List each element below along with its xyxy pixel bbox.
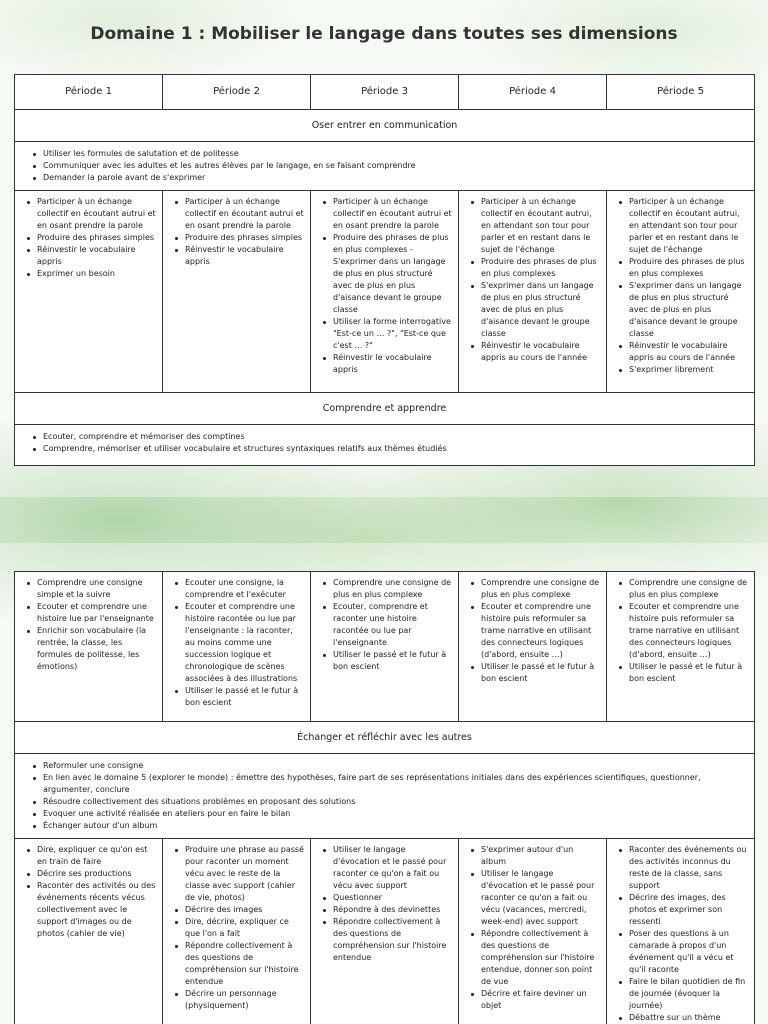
skill-item: Réinvestir le vocabulaire appris xyxy=(37,244,156,268)
skill-item: Comprendre une consigne simple et la suivre xyxy=(37,577,156,601)
skill-item: Ecouter et comprendre une histoire racontée ou lue par l'enseignante : la raconter, au moins comme une succession logique et chronologique de scènes associées à des illustrations xyxy=(185,601,304,685)
skill-item: Ecouter et comprendre une histoire puis reformuler sa trame narrative en utilisant des connecteurs logiques (d'abord, ensuite …) xyxy=(629,601,748,661)
skill-item: Ecouter, comprendre et raconter une histoire racontée ou lue par l'enseignante xyxy=(333,601,452,649)
period-cell xyxy=(163,191,311,393)
period-header: Période 3 xyxy=(311,75,459,110)
skill-list xyxy=(19,196,156,280)
document-page-2 xyxy=(0,543,768,1024)
page-title: Domaine 1 : Mobiliser le langage dans toutes ses dimensions xyxy=(90,24,678,44)
progression-table-part-2 xyxy=(14,571,755,1024)
period-cell xyxy=(311,191,459,393)
skill-item: Réinvestir le vocabulaire appris xyxy=(185,244,304,268)
common-row-echanger xyxy=(15,754,755,839)
period-cell xyxy=(459,191,607,393)
skill-item: Dire, décrire, expliquer ce que l'on a fait xyxy=(185,916,304,940)
skill-item: Réinvestir le vocabulaire appris xyxy=(333,352,452,376)
section-title: Oser entrer en communication xyxy=(15,110,755,142)
skill-item: Dire, expliquer ce qu'on est en train de faire xyxy=(37,844,156,868)
skill-list xyxy=(25,760,748,832)
skill-item: Produire des phrases de plus en plus complexes - S'exprimer dans un langage de plus en plus structuré avec de plus en plus d'aisance devant le groupe classe xyxy=(333,232,452,316)
skill-item: Comprendre une consigne de plus en plus complexe xyxy=(629,578,748,599)
section-row-echanger xyxy=(15,722,755,754)
section-title: Comprendre et apprendre xyxy=(15,393,755,425)
skill-item: Décrire ses productions xyxy=(37,868,156,880)
skill-item: Ecouter et comprendre une histoire puis reformuler sa trame narrative en utilisant des connecteurs logiques (d'abord, ensuite …) xyxy=(481,601,600,661)
skill-item: Débattre sur un thème xyxy=(629,1012,748,1024)
period-header: Période 4 xyxy=(459,75,607,110)
period-cell xyxy=(15,839,163,1024)
progression-table-part-1 xyxy=(14,74,755,466)
period-header: Période 5 xyxy=(607,75,755,110)
skill-item: Réinvestir le vocabulaire appris au cours de l'année xyxy=(481,340,600,364)
period-cell xyxy=(15,572,163,722)
common-skills-cell xyxy=(15,425,755,466)
skill-list xyxy=(19,844,156,940)
skill-item: Résoudre collectivement des situations problèmes en proposant des solutions xyxy=(43,796,748,808)
skill-item: Répondre collectivement à des questions de compréhension sur l'histoire entendue xyxy=(185,940,304,988)
skill-item: Poser des questions à un camarade à propos d'un événement qu'il a vécu et qu'il raconte xyxy=(629,928,748,976)
skill-item: Ecouter une consigne, la comprendre et l'exécuter xyxy=(185,577,304,601)
skill-list xyxy=(315,577,452,673)
skill-item: Faire le bilan quotidien de fin de journée (évoquer la journée) xyxy=(629,976,748,1012)
skill-item: Questionner xyxy=(333,892,452,904)
skill-item: Participer à un échange collectif en écoutant autrui et en osant prendre la parole xyxy=(333,197,452,230)
skill-item: Produire des phrases de plus en plus complexes xyxy=(629,256,748,280)
skill-item: Reformuler une consigne xyxy=(43,760,748,772)
skill-list xyxy=(611,196,748,376)
period-cell xyxy=(459,572,607,722)
skill-item: S'exprimer librement xyxy=(629,364,748,376)
skill-item: Utiliser le langage d'évocation et le passé pour raconter ce qu'on a fait ou vécu avec support xyxy=(333,844,452,892)
skill-list xyxy=(167,844,304,1012)
skill-item: Communiquer avec les adultes et les autres élèves par le langage, en se faisant comprendre xyxy=(43,160,748,172)
skill-item: Enrichir son vocabulaire (la rentrée, la classe, les formules de politesse, les émotions) xyxy=(37,625,156,673)
skill-list xyxy=(463,577,600,685)
skill-list xyxy=(25,148,748,184)
period-row-echanger xyxy=(15,839,755,1024)
skill-item: Répondre collectivement à des questions de compréhension sur l'histoire entendue xyxy=(333,916,452,964)
skill-item: Comprendre une consigne de plus en plus complexe xyxy=(333,578,452,599)
section-row-comprendre xyxy=(15,393,755,425)
skill-item: En lien avec le domaine 5 (explorer le monde) : émettre des hypothèses, faire part de ses représentations initiales dans des expériences scientifiques, questionner, argumenter, conclure xyxy=(43,772,748,796)
skill-item: Raconter des activités ou des événements récents vécus collectivement avec le support d'images ou de photos (cahier de vie) xyxy=(37,881,156,938)
skill-list xyxy=(463,196,600,364)
skill-item: Ecouter, comprendre et mémoriser des comptines xyxy=(43,431,748,443)
skill-item: Comprendre, mémoriser et utiliser vocabulaire et structures syntaxiques relatifs aux thèmes étudiés xyxy=(43,443,748,455)
period-cell xyxy=(311,572,459,722)
period-cell xyxy=(459,839,607,1024)
period-cell xyxy=(15,191,163,393)
skill-item: Participer à un échange collectif en écoutant autrui, en attendant son tour pour parler et en restant dans le sujet de l'échange xyxy=(629,196,748,256)
skill-item: Participer à un échange collectif en écoutant autrui et en osant prendre la parole xyxy=(37,197,156,230)
section-row-oser xyxy=(15,110,755,142)
skill-item: Répondre collectivement à des questions de compréhension sur l'histoire entendue, donner son point de vue xyxy=(481,928,600,988)
period-cell xyxy=(607,572,755,722)
period-header: Période 2 xyxy=(163,75,311,110)
section-title: Échanger et réfléchir avec les autres xyxy=(15,722,755,754)
document-page-1 xyxy=(0,0,768,497)
skill-item: Décrire des images, des photos et exprimer son ressenti xyxy=(629,892,748,928)
skill-list xyxy=(315,196,452,376)
skill-item: Réinvestir le vocabulaire appris au cours de l'année xyxy=(629,340,748,364)
period-cell xyxy=(607,191,755,393)
skill-item: Utiliser la forme interrogative "Est-ce un … ?", "Est-ce que c'est … ?" xyxy=(333,317,451,350)
skill-item: S'exprimer autour d'un album xyxy=(481,844,600,868)
skill-item: Evoquer une activité réalisée en ateliers pour en faire le bilan xyxy=(43,808,748,820)
skill-item: Utiliser le passé et le futur à bon escient xyxy=(481,661,600,685)
skill-item: Produire des phrases simples xyxy=(37,233,155,242)
period-cell xyxy=(607,839,755,1024)
skill-item: Utiliser les formules de salutation et de politesse xyxy=(43,148,748,160)
skill-list xyxy=(463,844,600,1012)
skill-list xyxy=(167,196,304,268)
period-cell xyxy=(163,839,311,1024)
period-cell xyxy=(311,839,459,1024)
period-cell xyxy=(163,572,311,722)
skill-item: Participer à un échange collectif en écoutant autrui et en osant prendre la parole xyxy=(185,197,304,230)
period-row-comprendre xyxy=(15,572,755,722)
skill-item: Demander la parole avant de s'exprimer xyxy=(43,172,748,184)
skill-item: Exprimer un besoin xyxy=(37,268,156,280)
skill-item: Produire des phrases de plus en plus complexes xyxy=(481,256,600,280)
skill-item: S'exprimer dans un langage de plus en plus structuré avec de plus en plus d'aisance devant le groupe classe xyxy=(629,280,748,340)
skill-list xyxy=(611,577,748,685)
skill-item: Comprendre une consigne de plus en plus complexe xyxy=(481,578,600,599)
skill-item: Utiliser le passé et le futur à bon escient xyxy=(629,661,748,685)
skill-item: Produire des phrases simples xyxy=(185,233,303,242)
skill-list xyxy=(611,844,748,1024)
skill-item: Produire une phrase au passé pour raconter un moment vécu avec le reste de la classe avec support (cahier de vie, photos) xyxy=(185,845,304,902)
common-skills-cell xyxy=(15,754,755,839)
skill-item: Échanger autour d'un album xyxy=(43,820,748,832)
skill-item: Utiliser le passé et le futur à bon escient xyxy=(333,649,452,673)
skill-item: Répondre à des devinettes xyxy=(333,904,452,916)
skill-list xyxy=(167,577,304,709)
period-row-oser xyxy=(15,191,755,393)
skill-item: Raconter des événements ou des activités inconnus du reste de la classe, sans support xyxy=(629,845,747,890)
common-row-oser xyxy=(15,142,755,191)
skill-item: Participer à un échange collectif en écoutant autrui, en attendant son tour pour parler et en restant dans le sujet de l'échange xyxy=(481,196,600,256)
skill-list xyxy=(19,577,156,673)
skill-list xyxy=(315,844,452,964)
skill-item: Utiliser le passé et le futur à bon escient xyxy=(185,685,304,709)
common-row-comprendre xyxy=(15,425,755,466)
period-header: Période 1 xyxy=(15,75,163,110)
skill-item: Utiliser le langage d'évocation et le passé pour raconter ce qu'on a fait ou vécu (vacances, mercredi, week-end) avec support xyxy=(481,868,600,928)
skill-item: Décrire un personnage (physiquement) xyxy=(185,988,304,1012)
common-skills-cell xyxy=(15,142,755,191)
skill-item: Décrire des images xyxy=(185,904,304,916)
skill-item: Décrire et faire deviner un objet xyxy=(481,988,600,1012)
skill-list xyxy=(25,431,748,455)
period-header-row xyxy=(15,75,755,110)
skill-item: Ecouter et comprendre une histoire lue par l'enseignante xyxy=(37,601,156,625)
skill-item: S'exprimer dans un langage de plus en plus structuré avec de plus en plus d'aisance devant le groupe classe xyxy=(481,280,600,340)
